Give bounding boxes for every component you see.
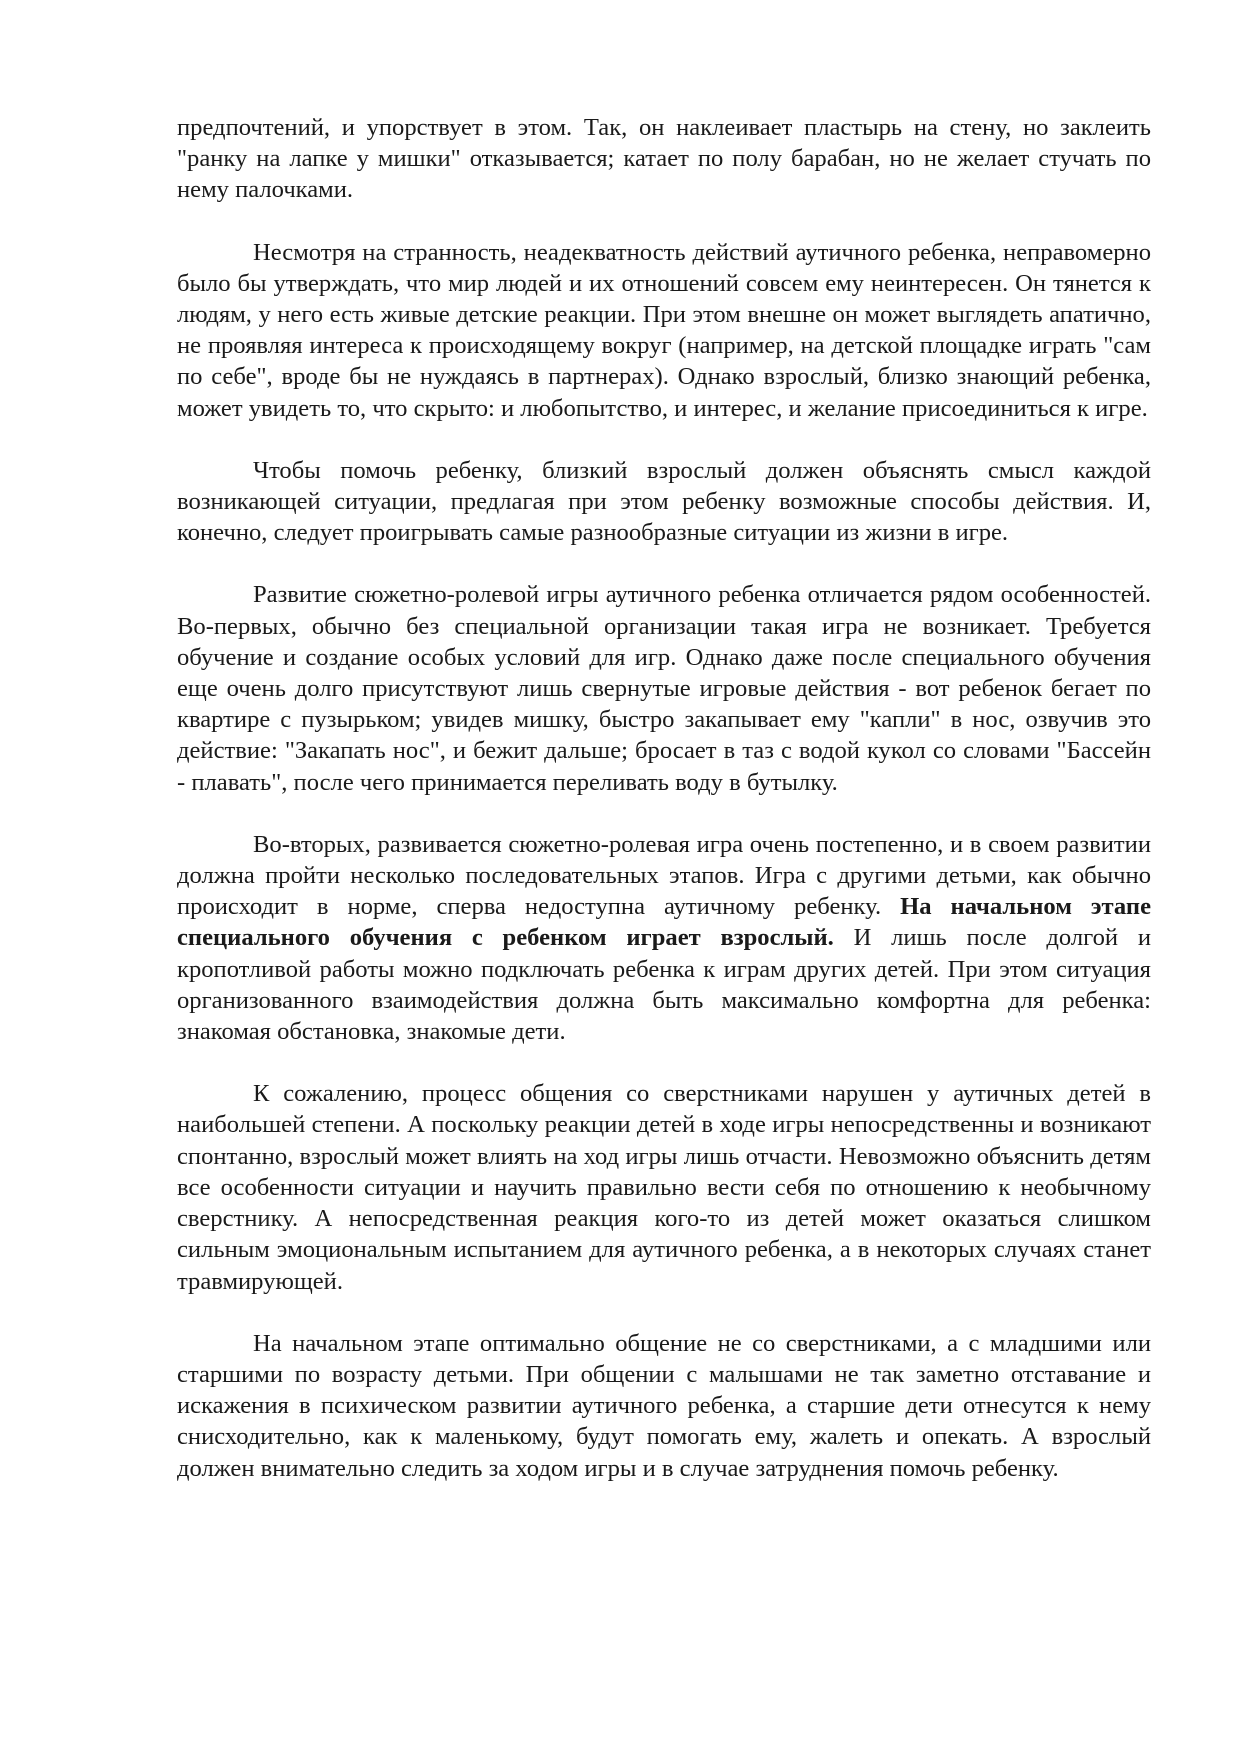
paragraph-4: Развитие сюжетно-ролевой игры аутичного ребенка отличается рядом особенностей. Во-первых, обычно без специальной организации такая игра не возникает. Требуется обучение и создание особых условий для игр. Однако даже после специального обучения еще очень долго присутствуют лишь свернутые игровые действия - вот ребенок бегает по квартире с пузырьком; увидев мишку, быстро закапывает ему "капли" в нос, озвучив это действие: "Закапать нос", и бежит дальше; бросает в таз с водой кукол со словами "Бассейн - плавать", после чего принимается переливать воду в бутылку.	[177, 581, 1151, 796]
document-body	[177, 112, 1151, 1515]
paragraph-6: К сожалению, процесс общения со сверстниками нарушен у аутичных детей в наибольшей степени. А поскольку реакции детей в ходе игры непосредственны и возникают спонтанно, взрослый может влиять на ход игры лишь отчасти. Невозможно объяснить детям все особенности ситуации и научить правильно вести себя по отношению к необычному сверстнику. А непосредственная реакция кого-то из детей может оказаться слишком сильным эмоциональным испытанием для аутичного ребенка, а в некоторых случаях станет травмирующей.	[177, 1080, 1151, 1295]
paragraph-5-text-after: И лишь после долгой и кропотливой работы можно подключать ребенка к играм других детей. При этом ситуация организованного взаимодействия должна быть максимально комфортна для ребенка: знакомая обстановка, знакомые дети.	[177, 924, 1151, 1046]
paragraph-2: Несмотря на странность, неадекватность действий аутичного ребенка, неправомерно было бы утверждать, что мир людей и их отношений совсем ему неинтересен. Он тянется к людям, у него есть живые детские реакции. При этом внешне он может выглядеть апатично, не проявляя интереса к происходящему вокруг (например, на детской площадке играть "сам по себе", вроде бы не нуждаясь в партнерах). Однако взрослый, близко знающий ребенка, может увидеть то, что скрыто: и любопытство, и интерес, и желание присоединиться к игре.	[177, 238, 1151, 422]
paragraph-5-text-before: Во-вторых, развивается сюжетно-ролевая игра очень постепенно, и в своем развитии должна пройти несколько последовательных этапов. Игра с другими детьми, как обычно происходит в норме, сперва недоступна аутичному ребенку.	[177, 830, 1151, 921]
paragraph-5-bold-sentence: На начальном этапе специального обучения с ребенком играет взрослый.	[177, 893, 1151, 952]
paragraph-7: На начальном этапе оптимально общение не со сверстниками, а с младшими или старшими по возрасту детьми. При общении с малышами не так заметно отставание и искажения в психическом развитии аутичного ребенка, а старшие дети отнесутся к нему снисходительно, как к маленькому, будут помогать ему, жалеть и опекать. А взрослый должен внимательно следить за ходом игры и в случае затруднения помочь ребенку.	[177, 1329, 1151, 1482]
paragraph-5	[177, 829, 1151, 1047]
paragraph-3: Чтобы помочь ребенку, близкий взрослый должен объяснять смысл каждой возникающей ситуации, предлагая при этом ребенку возможные способы действия. И, конечно, следует проигрывать самые разнообразные ситуации из жизни в игре.	[177, 456, 1151, 547]
paragraph-continuation: предпочтений, и упорствует в этом. Так, он наклеивает пластырь на стену, но заклеить "ранку на лапке у мишки" отказывается; катает по полу барабан, но не желает стучать по нему палочками.	[177, 114, 1151, 204]
